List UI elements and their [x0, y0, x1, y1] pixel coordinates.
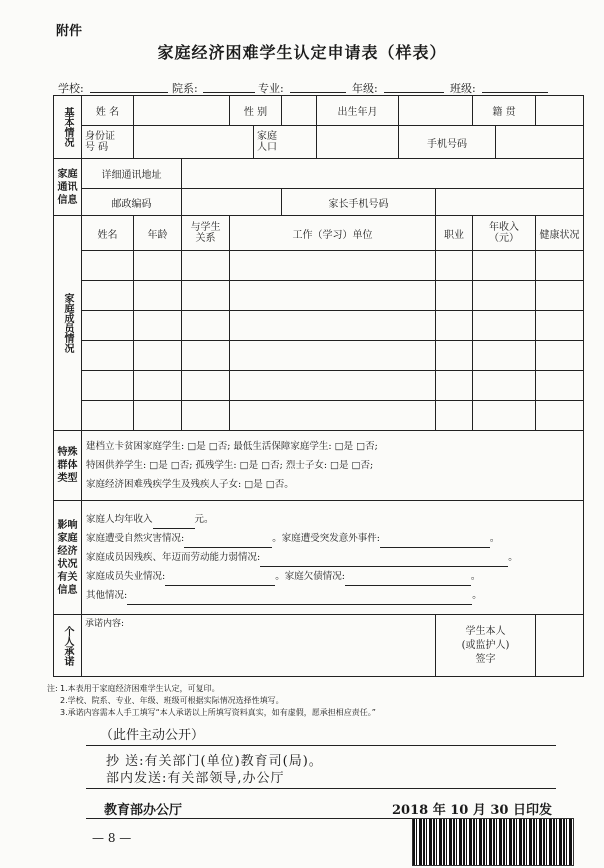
native-place-label: 籍 贯: [473, 96, 536, 126]
postcode-label: 邮政编码: [82, 189, 182, 216]
accident-field[interactable]: [380, 535, 490, 548]
member-health-cell[interactable]: [536, 281, 584, 311]
birth-label: 出生年月: [317, 96, 399, 126]
table-row: [54, 401, 584, 431]
table-row: [54, 251, 584, 281]
unemployment-field[interactable]: [165, 573, 275, 586]
phone-label: 手机号码: [399, 126, 496, 159]
table-row: [54, 311, 584, 341]
application-form-table: [53, 95, 584, 677]
member-work-header: 工作（学习）单位: [230, 216, 436, 251]
member-job-cell[interactable]: [436, 401, 473, 431]
native-place-cell[interactable]: [536, 96, 584, 126]
pledge-signature-cell[interactable]: [536, 615, 584, 677]
id-number-label: 身份证 号 码: [82, 126, 134, 159]
disaster-field[interactable]: [184, 535, 272, 548]
issue-date: 2018 年 10 月 30 日印发: [392, 803, 552, 818]
pledge-content-label: 承诺内容:: [85, 619, 125, 629]
special-line-3[interactable]: 家庭经济困难残疾学生及残疾人子女: □是 □否。: [86, 479, 294, 490]
class-field[interactable]: [482, 92, 548, 93]
name-cell[interactable]: [134, 96, 230, 126]
gender-label: 性 别: [230, 96, 282, 126]
faculty-field[interactable]: [203, 92, 255, 93]
page-number: — 8 —: [92, 831, 132, 845]
id-number-cell[interactable]: [134, 126, 254, 159]
disability-field[interactable]: [260, 554, 508, 567]
member-job-header: 职业: [436, 216, 473, 251]
class-label: 班级:: [450, 82, 476, 95]
member-job-cell[interactable]: [436, 371, 473, 401]
special-line-2[interactable]: 特困供养学生: □是 □否; 孤残学生: □是 □否; 烈士子女: □是 □否;: [86, 460, 374, 471]
member-income-cell[interactable]: [473, 311, 536, 341]
member-age-header: 年龄: [134, 216, 182, 251]
notes-label: 注:: [47, 684, 58, 693]
section-family-members: 家庭成员情况: [54, 216, 82, 431]
school-label: 学校:: [58, 82, 84, 95]
cc-line-2: 部内发送:有关部领导,办公厅: [106, 771, 285, 786]
member-job-cell[interactable]: [436, 281, 473, 311]
address-cell[interactable]: [182, 159, 584, 189]
factor-income: 家庭人均年收入 元。: [86, 510, 579, 529]
table-row: [54, 341, 584, 371]
member-job-cell[interactable]: [436, 341, 473, 371]
member-relation-cell[interactable]: [182, 401, 230, 431]
section-contact-info: 家庭通讯信息: [54, 159, 82, 216]
grade-field[interactable]: [384, 92, 444, 93]
member-relation-header: 与学生 关系: [182, 216, 230, 251]
member-work-cell[interactable]: [230, 401, 436, 431]
table-row: [54, 281, 584, 311]
divider-top: [86, 745, 556, 746]
member-relation-cell[interactable]: [182, 311, 230, 341]
address-label: 详细通讯地址: [82, 159, 182, 189]
income-field[interactable]: [153, 516, 195, 529]
form-title: 家庭经济困难学生认定申请表（样表）: [157, 43, 447, 62]
other-field[interactable]: [127, 592, 472, 605]
member-name-cell[interactable]: [82, 311, 134, 341]
member-name-cell[interactable]: [82, 341, 134, 371]
member-job-cell[interactable]: [436, 311, 473, 341]
member-relation-cell[interactable]: [182, 251, 230, 281]
member-name-cell[interactable]: [82, 371, 134, 401]
member-job-cell[interactable]: [436, 251, 473, 281]
section-economic-factors: 影响家庭经济状况有关信息: [54, 501, 82, 615]
member-age-cell[interactable]: [134, 341, 182, 371]
section-personal-pledge: 个人承诺: [54, 615, 82, 677]
major-field[interactable]: [290, 92, 346, 93]
issuer: 教育部办公厅: [104, 803, 183, 818]
member-work-cell[interactable]: [230, 311, 436, 341]
member-income-header: 年收入 （元）: [473, 216, 536, 251]
attachment-label: 附件: [56, 24, 83, 39]
section-basic-info: 基本情况: [54, 96, 82, 159]
member-health-cell[interactable]: [536, 371, 584, 401]
member-relation-cell[interactable]: [182, 281, 230, 311]
member-age-cell[interactable]: [134, 371, 182, 401]
grade-label: 年级:: [352, 82, 378, 95]
member-age-cell[interactable]: [134, 311, 182, 341]
table-row: [54, 371, 584, 401]
parent-phone-cell[interactable]: [436, 189, 584, 216]
factor-other: 其他情况: 。: [86, 586, 579, 605]
gender-cell[interactable]: [282, 96, 317, 126]
member-health-cell[interactable]: [536, 311, 584, 341]
pledge-content-cell[interactable]: [82, 615, 436, 677]
member-health-cell[interactable]: [536, 251, 584, 281]
cc-line-1: 抄 送:有关部门(单位)教育司(局)。: [106, 754, 323, 769]
barcode-image: [412, 818, 574, 866]
postcode-cell[interactable]: [182, 189, 282, 216]
divider-middle: [86, 788, 556, 789]
member-name-cell[interactable]: [82, 251, 134, 281]
note-3: 3.承诺内容需本人手工填写“本人承诺以上所填写资料真实，如有虚假，愿承担相应责任。”: [60, 708, 376, 717]
factor-disaster-accident: 家庭遭受自然灾害情况: 。家庭遭受突发意外事件: 。: [86, 529, 579, 548]
household-size-label: 家庭 人口: [254, 126, 317, 159]
member-income-cell[interactable]: [473, 341, 536, 371]
special-line-1[interactable]: 建档立卡贫困家庭学生: □是 □否; 最低生活保障家庭学生: □是 □否;: [86, 441, 378, 452]
factor-disability: 家庭成员因残疾、年迈而劳动能力弱情况: 。: [86, 548, 579, 567]
birth-cell[interactable]: [399, 96, 473, 126]
household-size-cell[interactable]: [317, 126, 399, 159]
section-special-groups: 特殊群体类型: [54, 431, 82, 501]
member-health-cell[interactable]: [536, 341, 584, 371]
member-income-cell[interactable]: [473, 251, 536, 281]
member-work-cell[interactable]: [230, 371, 436, 401]
note-1: 1.本表用于家庭经济困难学生认定，可复印。: [60, 684, 220, 693]
member-relation-cell[interactable]: [182, 371, 230, 401]
member-work-cell[interactable]: [230, 251, 436, 281]
member-age-cell[interactable]: [134, 401, 182, 431]
form-notes: [47, 683, 376, 719]
public-disclosure-note: （此件主动公开）: [100, 728, 205, 743]
member-name-cell[interactable]: [82, 401, 134, 431]
parent-phone-label: 家长手机号码: [282, 189, 436, 216]
phone-cell[interactable]: [496, 126, 584, 159]
member-health-cell[interactable]: [536, 401, 584, 431]
major-label: 专业:: [258, 82, 284, 95]
pledge-signature-label: 学生本人 (或监护人) 签字: [436, 615, 536, 677]
faculty-label: 院系:: [172, 82, 198, 95]
member-relation-cell[interactable]: [182, 341, 230, 371]
school-field[interactable]: [90, 92, 168, 93]
member-income-cell[interactable]: [473, 281, 536, 311]
member-income-cell[interactable]: [473, 401, 536, 431]
member-work-cell[interactable]: [230, 341, 436, 371]
member-name-header: 姓名: [82, 216, 134, 251]
name-label: 姓 名: [82, 96, 134, 126]
note-2: 2.学校、院系、专业、年级、班级可根据实际情况选择性填写。: [60, 696, 284, 705]
member-work-cell[interactable]: [230, 281, 436, 311]
member-age-cell[interactable]: [134, 251, 182, 281]
member-age-cell[interactable]: [134, 281, 182, 311]
member-name-cell[interactable]: [82, 281, 134, 311]
factor-unemployment-debt: 家庭成员失业情况: 。家庭欠债情况: 。: [86, 567, 579, 586]
member-income-cell[interactable]: [473, 371, 536, 401]
debt-field[interactable]: [345, 573, 471, 586]
member-health-header: 健康状况: [536, 216, 584, 251]
